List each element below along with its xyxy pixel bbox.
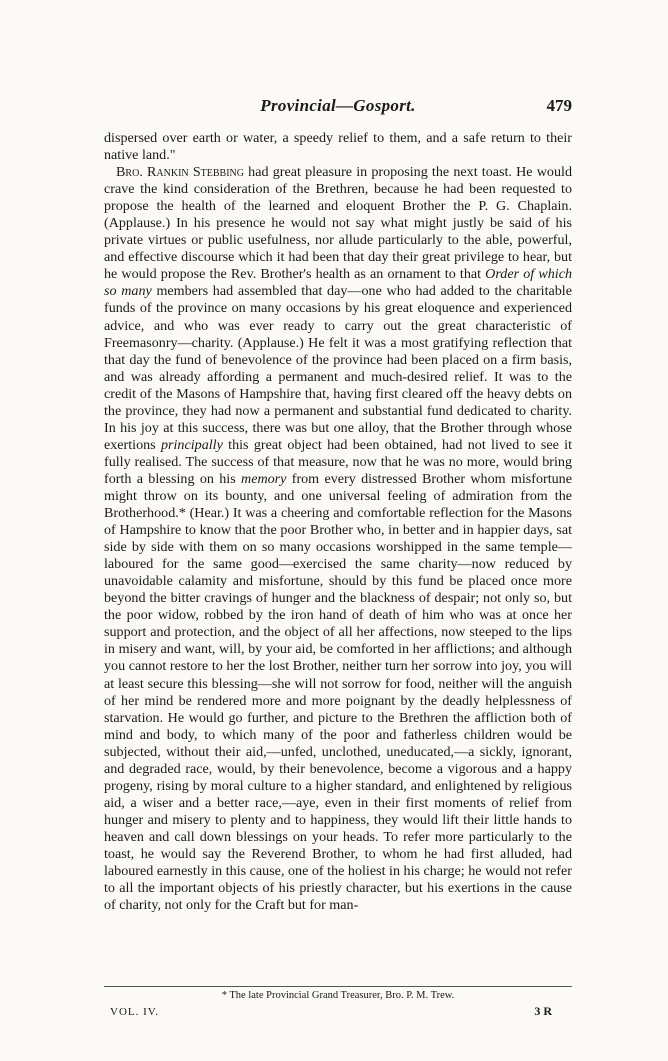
page-header <box>104 96 572 126</box>
speech-text-2: members had assembled that day—one who had added to the charitable funds of the province on many occasions by his great eloquence and experienced advice, and who was ever ready to carry out the great characteristic of Freemasonry—charity. (Applause.) He felt it was a most gratifying reflection that that day the fund of benevolence of the province had been placed on a firm basis, and was already affording a permanent and much-desired relief. It was to the credit of the Masons of Hampshire that, having first cleared off the heavy debts on the province, they had now a permanent and substantial fund dedicated to charity. In his joy at this success, there was but one alloy, that the Brother through whose exertions <box>104 283 572 453</box>
speech-text-4: from every distressed Brother whom misfortune might throw on its bounty, and one universal feeling of admiration from the Brotherhood.* (Hear.) It was a cheering and comfortable reflection for the Masons of Hampshire to know that the poor Brother who, in better and in happier days, sat side by side with them on so many occasions worshipped in the same temple—laboured for the same good—exercised the same charity—now reduced by unavoidable calamity and misfortune, should by this fund be placed once more beyond the bitter cravings of hunger and the blackness of despair; not only so, but the poor widow, robbed by the iron hand of death of him who was at once her support and protection, and the object of all her affections, now steeped to the lips in misery and want, will, by your aid, be comforted in her afflictions; and although you cannot restore to her the lost Brother, neither turn her sorrow into joy, you will at least secure this blessing—she will not sorrow for food, neither will the anguish of her mind be rendered more and more poignant by the deadly helplessness of starvation. He would go further, and picture to the Brethren the affliction both of mind and body, to which many of the poor and fatherless children would be subjected, without their aid,—unfed, unclothed, uneducated,—a sickly, ignorant, and degraded race, would, by their benevolence, become a vigorous and a happy progeny, rising by moral culture to a higher standard, and enlightened by religious aid, a wiser and a better race,—aye, even in their first moments of relief from hunger and misery to plenty and to happiness, they would lift their little hands to heaven and call down blessings on your heads. To refer more particularly to the toast, he would say the Reverend Brother, to whom he had first alluded, had laboured earnestly in this cause, one of the holiest in his charge; he would not refer to all the important objects of his priestly character, but his exertions in the cause of charity, not only for the Craft but for man- <box>104 470 572 914</box>
page-number: 479 <box>546 96 572 115</box>
footnote-rule <box>104 986 572 987</box>
running-title: Provincial—Gosport. <box>260 96 416 115</box>
paragraph-toast-close: dispersed over earth or water, a speedy relief to them, and a safe return to their native land." <box>104 130 572 164</box>
paragraph-stebbing-speech <box>104 164 572 914</box>
speech-text-3: this great object had been obtained, had not lived to see it fully realised. The success of that measure, now that he was no more, would bring forth a blessing on his <box>104 436 572 487</box>
volume-label: VOL. IV. <box>110 1006 160 1018</box>
body-text <box>104 130 572 914</box>
speech-italic-1: Order of which so many <box>104 266 572 300</box>
speech-italic-2: principally <box>160 436 223 453</box>
footnote: * The late Provincial Grand Treasurer, Bro. P. M. Trew. <box>221 990 455 1001</box>
speech-italic-3: memory <box>241 470 287 487</box>
speech-text-1: had great pleasure in proposing the next toast. He would crave the kind consideration of the Brethren, because he had been requested to propose the health of the learned and eloquent Brother the P. G. Chaplain. (Applause.) In his presence he would not say what might justly be said of his private virtues or public usefulness, nor allude particularly to the able, powerful, and effective discourse which it had been that day their great privilege to hear, but he would propose the Rev. Brother's health as an ornament to that <box>104 164 572 283</box>
signature-mark: 3 R <box>534 1004 552 1018</box>
speaker-name: Bro. Rankin Stebbing <box>116 164 244 181</box>
